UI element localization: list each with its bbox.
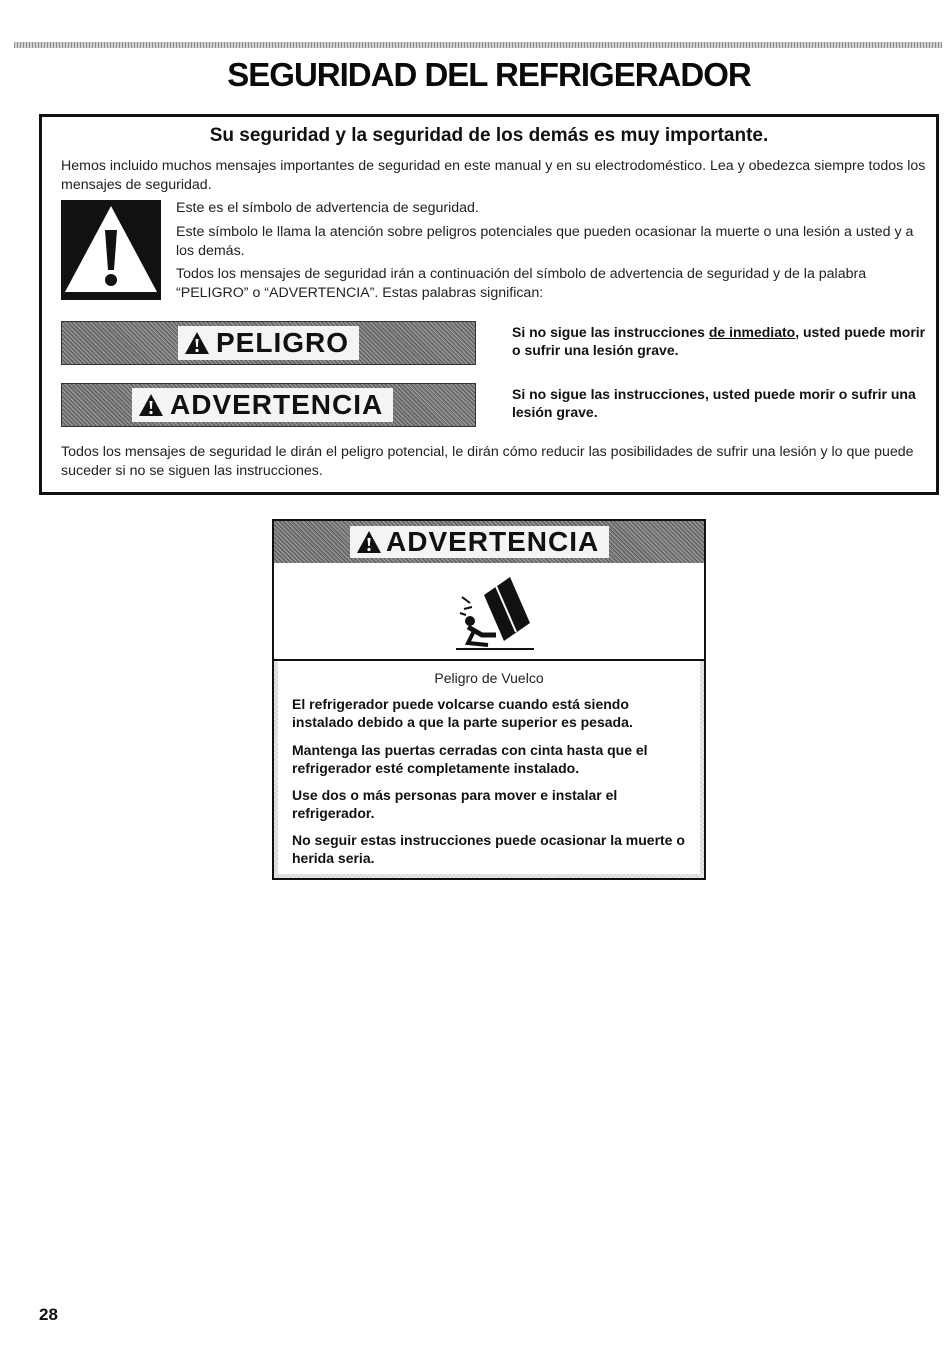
tip-over-warning-box (272, 519, 706, 880)
page-number: 28 (39, 1305, 58, 1324)
peligro-meaning (512, 323, 932, 359)
safety-heading: Su seguridad y la seguridad de los demás es muy importante. (209, 125, 769, 146)
safety-alert-icon (61, 200, 161, 300)
alert-triangle-icon (138, 393, 164, 417)
warning-line-2: Mantenga las puertas cerradas con cinta hasta que el refrigerador esté completamente instalado. (292, 742, 648, 776)
warning-body (278, 661, 700, 874)
advertencia-label (132, 388, 393, 422)
warning-pictogram-area (274, 563, 704, 661)
peligro-label (178, 326, 359, 360)
page-title: SEGURIDAD DEL REFRIGERADOR (227, 56, 751, 93)
warning-header-word: ADVERTENCIA (386, 526, 600, 557)
peligro-text-a: Si no sigue las instrucciones (512, 324, 709, 340)
warning-header (274, 521, 704, 563)
peligro-text-underlined: de inmediato (708, 324, 796, 340)
warning-line-4: No seguir estas instrucciones puede ocasionar la muerte o herida seria. (292, 832, 685, 866)
top-rule (14, 42, 942, 48)
advertencia-banner (61, 383, 476, 427)
warning-title: Peligro de Vuelco (434, 670, 544, 686)
warning-body-frame (274, 661, 704, 878)
peligro-word: PELIGRO (216, 327, 350, 358)
warning-line-1: El refrigerador puede volcarse cuando está siendo instalado debido a que la parte superior es pesada. (292, 696, 633, 730)
alert-triangle-icon (356, 530, 382, 554)
peligro-banner (61, 321, 476, 365)
tip-over-icon (454, 573, 534, 651)
advertencia-meaning: Si no sigue las instrucciones, usted puede morir o sufrir una lesión grave. (512, 386, 916, 420)
symbol-line-3: Todos los mensajes de seguridad irán a continuación del símbolo de advertencia de seguridad y de la palabra “PELIGRO” o “ADVERTENCIA”. Estas palabras significan: (176, 266, 867, 301)
warning-line-3: Use dos o más personas para mover e instalar el refrigerador. (292, 787, 618, 821)
advertencia-word: ADVERTENCIA (170, 389, 384, 420)
alert-triangle-icon (184, 331, 210, 355)
warning-header-label (350, 526, 609, 558)
peligro-text-b: , usted puede morir o sufrir una lesión grave. (512, 324, 926, 358)
symbol-line-2: Este símbolo le llama la atención sobre peligros potenciales que pueden ocasionar la muerte o una lesión a usted y a los demás. (176, 224, 914, 259)
safety-outro: Todos los mensajes de seguridad le dirán el peligro potencial, le dirán cómo reducir las posibilidades de sufrir una lesión y lo que puede suceder si no se siguen las instrucciones. (61, 444, 914, 479)
safety-intro: Hemos incluido muchos mensajes importantes de seguridad en este manual y en su electrodoméstico. Lea y obedezca siempre todos los mensajes de seguridad. (61, 158, 926, 193)
safety-info-box (39, 114, 939, 495)
symbol-line-1: Este es el símbolo de advertencia de seguridad. (176, 200, 479, 216)
